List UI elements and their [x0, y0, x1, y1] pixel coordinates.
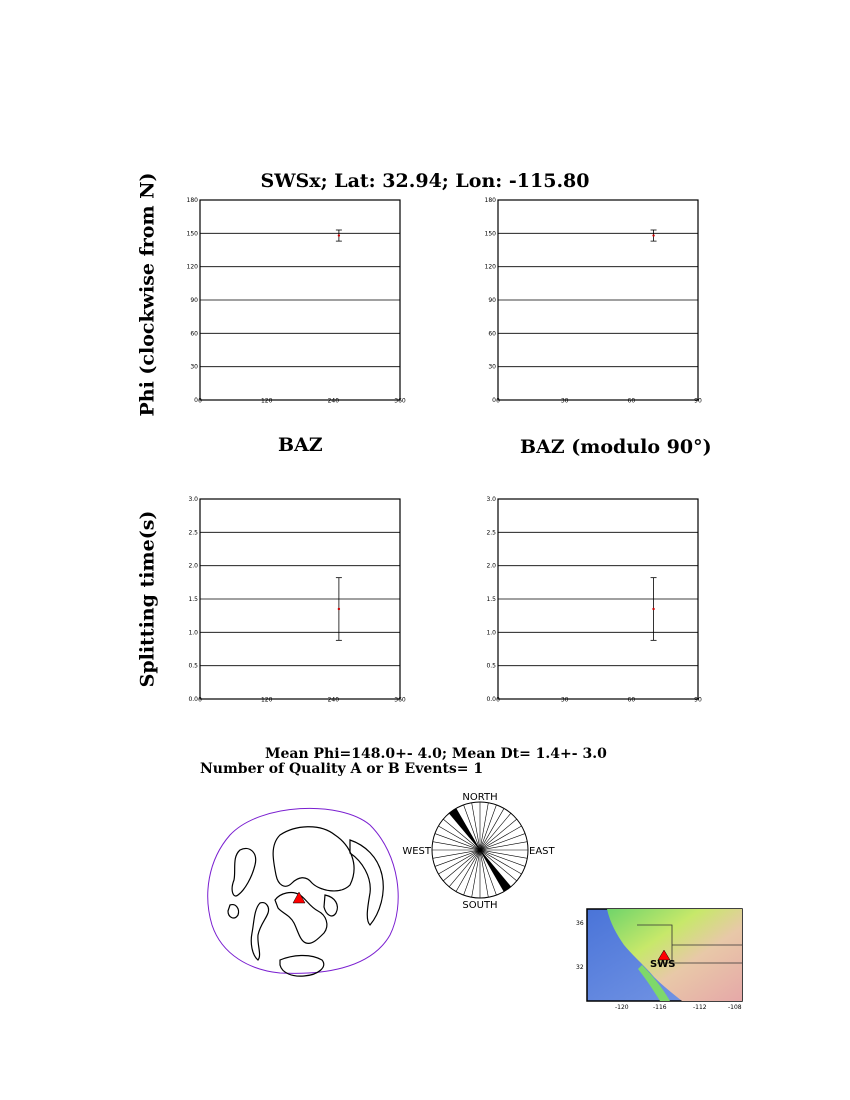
- continent-outlines: [228, 827, 383, 976]
- y-tick-label: 60: [190, 330, 198, 338]
- y-tick-label: 2.0: [486, 562, 496, 570]
- rose-label-west: WEST: [402, 846, 431, 857]
- x-tick-label: 240: [327, 397, 340, 405]
- rose-filled-sector: [480, 850, 511, 892]
- stats-count-line: Number of Quality A or B Events= 1: [200, 761, 484, 777]
- rose-diagram: [390, 785, 570, 915]
- map-xtick-108: -108: [728, 1004, 742, 1011]
- x-tick-label: 30: [560, 397, 569, 405]
- x-tick-label: 240: [327, 696, 340, 704]
- globe-map: [200, 795, 405, 985]
- y-tick-label: 1.0: [486, 629, 496, 637]
- page-title: SWSx; Lat: 32.94; Lon: -115.80: [260, 170, 590, 192]
- chart-phi-vs-baz-mod90: [483, 195, 713, 410]
- x-tick-label: 360: [394, 397, 406, 405]
- y-tick-label: 150: [186, 230, 198, 238]
- rose-filled-sector: [449, 808, 480, 850]
- y-axis-label-splitting-time: Splitting time(s): [136, 510, 159, 688]
- y-tick-label: 0.5: [188, 662, 198, 670]
- y-tick-label: 3.0: [486, 496, 496, 503]
- chart-dt-vs-baz: [185, 494, 415, 709]
- map-xtick-120: -120: [615, 1004, 629, 1011]
- y-tick-label: 0.0: [188, 696, 198, 703]
- rose-label-east: EAST: [529, 846, 555, 857]
- x-tick-label: 120: [260, 397, 273, 405]
- data-point: [652, 234, 654, 236]
- chart-phi-vs-baz: [185, 195, 415, 410]
- regional-map: [562, 905, 752, 1015]
- y-tick-label: 120: [484, 263, 496, 271]
- chart-dt-vs-baz-mod90: [483, 494, 713, 709]
- y-axis-label-phi: Phi (clockwise from N): [136, 172, 159, 417]
- x-tick-label: 0: [198, 696, 202, 704]
- y-tick-label: 150: [484, 230, 496, 238]
- x-tick-label: 90: [694, 696, 702, 704]
- map-ytick-32: 32: [576, 964, 584, 971]
- y-tick-label: 3.0: [188, 496, 198, 503]
- y-tick-label: 0.5: [486, 662, 496, 670]
- y-tick-label: 180: [186, 197, 198, 204]
- caption-baz-modulo: BAZ (modulo 90°): [520, 436, 712, 458]
- x-tick-label: 60: [627, 696, 636, 704]
- x-tick-label: 120: [260, 696, 273, 704]
- map-xtick-116: -116: [653, 1004, 667, 1011]
- map-station-label: SWS: [650, 959, 676, 970]
- x-tick-label: 0: [496, 696, 500, 704]
- x-tick-label: 30: [560, 696, 569, 704]
- map-ytick-36: 36: [576, 920, 584, 927]
- caption-baz: BAZ: [278, 434, 323, 456]
- y-tick-label: 60: [488, 330, 496, 338]
- y-tick-label: 30: [488, 363, 496, 371]
- y-tick-label: 1.0: [188, 629, 198, 637]
- map-xtick-112: -112: [693, 1004, 707, 1011]
- y-tick-label: 0: [492, 397, 496, 404]
- x-tick-label: 60: [627, 397, 636, 405]
- rose-label-north: NORTH: [462, 792, 498, 803]
- x-tick-label: 0: [496, 397, 500, 405]
- y-tick-label: 2.5: [188, 529, 198, 537]
- y-tick-label: 90: [488, 297, 496, 304]
- y-tick-label: 0: [194, 397, 198, 404]
- x-tick-label: 360: [394, 696, 406, 704]
- y-tick-label: 120: [186, 263, 198, 271]
- y-tick-label: 90: [190, 297, 198, 304]
- x-tick-label: 90: [694, 397, 702, 405]
- data-point: [652, 608, 654, 610]
- y-tick-label: 0.0: [486, 696, 496, 703]
- stats-mean-line: Mean Phi=148.0+- 4.0; Mean Dt= 1.4+- 3.0: [265, 746, 607, 762]
- y-tick-label: 30: [190, 363, 198, 371]
- y-tick-label: 1.5: [486, 596, 496, 603]
- x-tick-label: 0: [198, 397, 202, 405]
- rose-label-south: SOUTH: [462, 900, 498, 911]
- y-tick-label: 1.5: [188, 596, 198, 603]
- y-tick-label: 2.0: [188, 562, 198, 570]
- data-point: [338, 234, 340, 236]
- y-tick-label: 180: [484, 197, 496, 204]
- y-tick-label: 2.5: [486, 529, 496, 537]
- data-point: [338, 608, 340, 610]
